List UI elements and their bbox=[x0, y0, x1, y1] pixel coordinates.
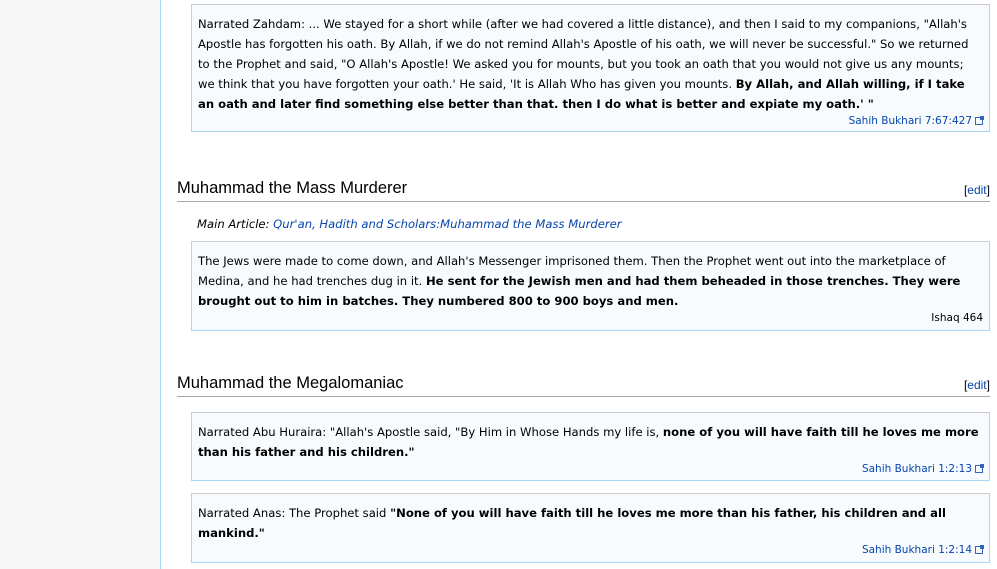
quote-citation bbox=[198, 312, 983, 325]
edit-section: [edit] bbox=[963, 183, 990, 197]
main-article-link[interactable]: Qur'an, Hadith and Scholars:Muhammad the Mass Murderer bbox=[273, 217, 622, 231]
quote-box bbox=[191, 412, 990, 481]
section-heading-mass-murderer bbox=[177, 177, 990, 202]
article-content bbox=[160, 0, 997, 569]
external-link-icon bbox=[975, 117, 983, 125]
quote-text: Narrated Zahdam: ... We stayed for a short while (after we had covered a little distance), and then I said to my companions, "Allah's Apostle has forgotten his oath. By Allah, if we do not remind Allah's Apostle of his oath, we will never be successful." So we returned to the Prophet and said, "O Allah's Apostle! We asked you for mounts, but you took an oath that you would not give us any mounts; we think that you have forgotten your oath.' He said, 'It is Allah Who has given you mounts. bbox=[198, 17, 969, 91]
left-sidebar bbox=[0, 0, 161, 569]
citation-link[interactable]: Sahih Bukhari 1:2:14 bbox=[861, 544, 972, 556]
quote-box bbox=[191, 4, 990, 132]
edit-link[interactable]: edit bbox=[967, 183, 987, 197]
quote-text: Narrated Anas: The Prophet said bbox=[198, 506, 387, 520]
quote-box bbox=[191, 493, 990, 563]
main-article-label: Main Article: bbox=[197, 217, 270, 231]
section-heading-megalomaniac bbox=[177, 372, 990, 397]
external-link-icon bbox=[975, 546, 983, 554]
section-title: Muhammad the Mass Murderer bbox=[177, 179, 408, 197]
citation-link[interactable]: Sahih Bukhari 1:2:13 bbox=[861, 463, 972, 475]
citation-text: Ishaq 464 bbox=[931, 312, 983, 324]
quote-citation bbox=[198, 463, 983, 476]
quote-box bbox=[191, 241, 990, 331]
section-title: Muhammad the Megalomaniac bbox=[177, 374, 404, 392]
citation-link[interactable]: Sahih Bukhari 7:67:427 bbox=[848, 115, 972, 127]
quote-bold-text: By Allah, and Allah willing, if I take an oath and later find something else better than that. then I do what is better and expiate my oath.' " bbox=[198, 77, 965, 111]
external-link-icon bbox=[975, 465, 983, 473]
quote-citation bbox=[198, 544, 983, 557]
quote-bold-text: none of you will have faith till he loves me more than his father and his children." bbox=[198, 425, 979, 459]
quote-text: The Jews were made to come down, and Allah's Messenger imprisoned them. Then the Prophet went out into the marketplace of Medina, and he had trenches dug in it. bbox=[198, 254, 946, 288]
edit-link[interactable]: edit bbox=[967, 378, 987, 392]
main-article-note bbox=[197, 217, 622, 231]
quote-text: Narrated Abu Huraira: "Allah's Apostle said, "By Him in Whose Hands my life is, bbox=[198, 425, 660, 439]
quote-bold-text: "None of you will have faith till he loves me more than his father, his children and all mankind." bbox=[198, 506, 946, 540]
quote-citation bbox=[198, 115, 983, 128]
quote-bold-text: He sent for the Jewish men and had them beheaded in those trenches. They were brought out to him in batches. They numbered 800 to 900 boys and men. bbox=[198, 274, 961, 308]
edit-section: [edit] bbox=[963, 378, 990, 392]
